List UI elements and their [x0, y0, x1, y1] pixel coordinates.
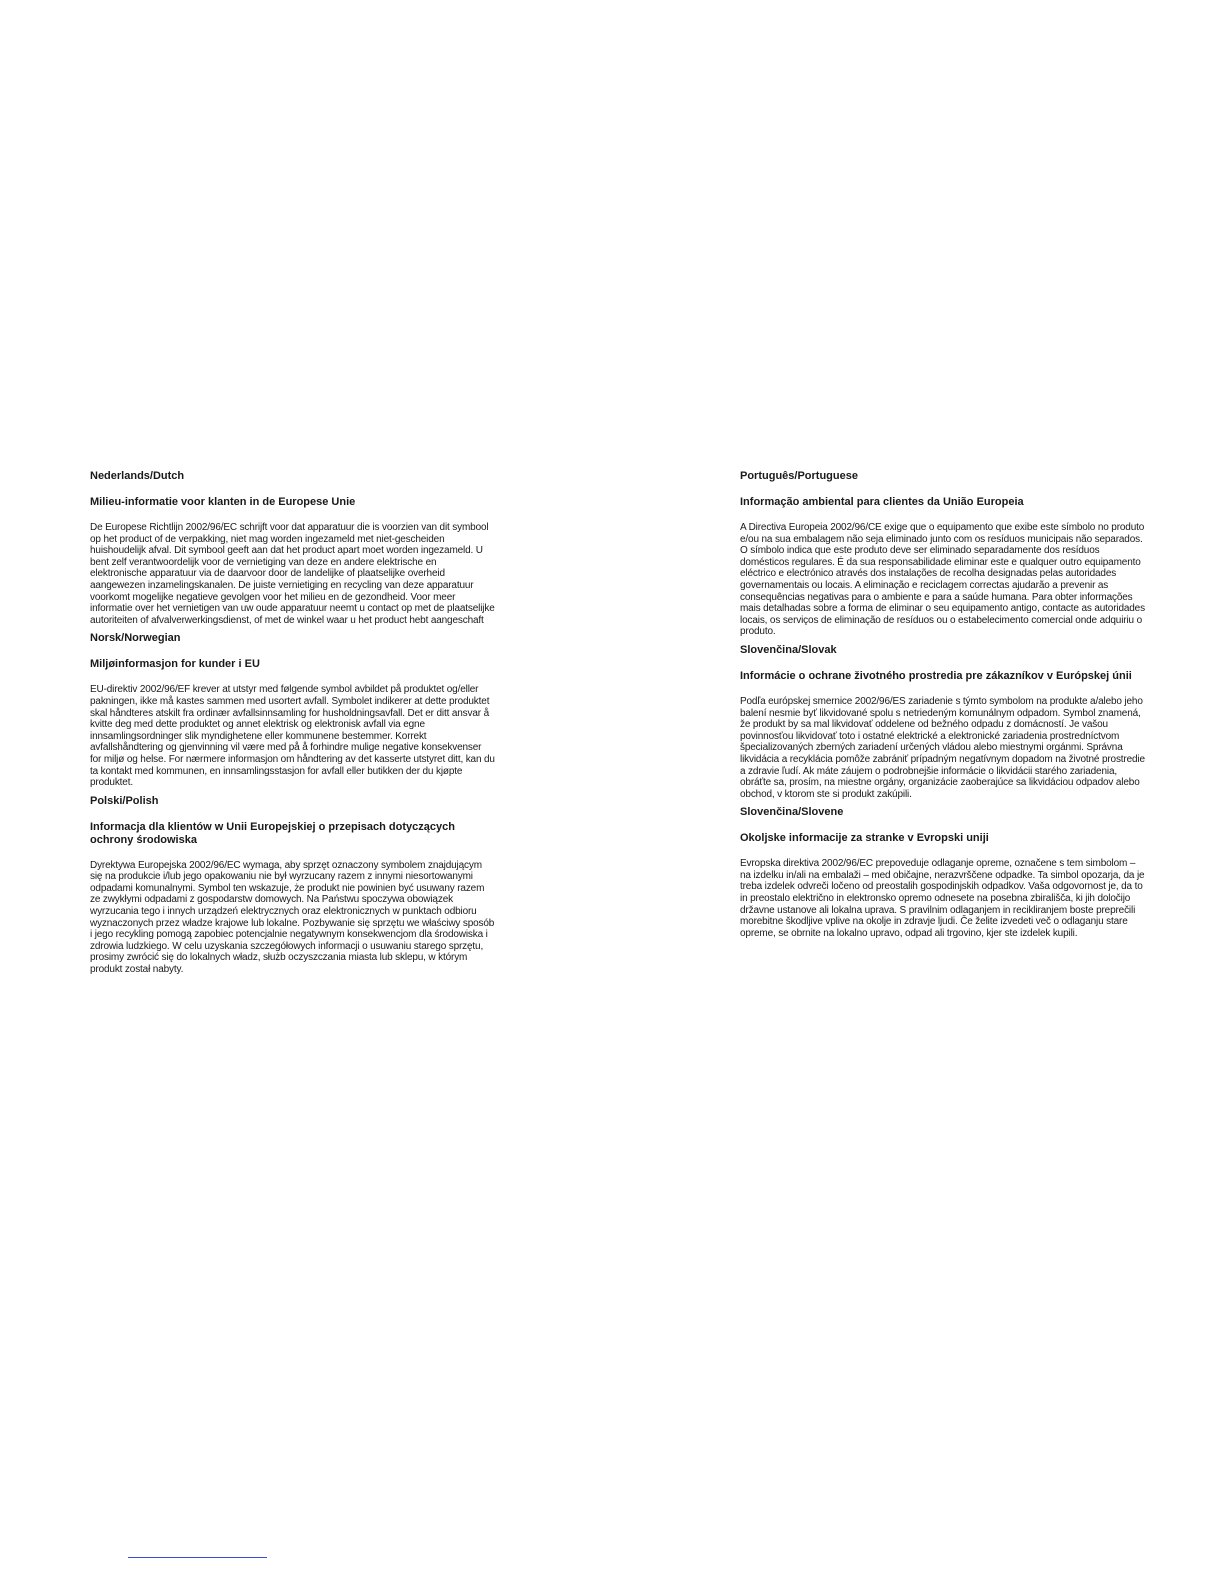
- footnote-separator-line: [128, 1557, 267, 1558]
- section-heading: Milieu-informatie voor klanten in de Europese Unie: [90, 496, 356, 508]
- section-body: A Directiva Europeia 2002/96/CE exige que o equipamento que exibe este símbolo no produto e/ou na sua embalagem não seja eliminado junto com os resíduos municipais não separados. O símbolo indica que este produto deve ser eliminado separadamente dos resíduos domésticos regulares. É da sua responsabilidade eliminar este e qualquer outro equipamento eléctrico e electrónico através dos instalações de recolha designadas pelas autoridades governamentais ou locais. A eliminação e reciclagem correctas ajudarão a prevenir as consequências negativas para o ambiente e para a saúde humana. Para obter informações mais detalhadas sobre a forma de eliminar o seu equipamento antigo, contacte as autoridades locais, os serviços de eliminação de resíduos ou o estabelecimento comercial onde adquiriu o produto.: [740, 522, 1145, 638]
- left-column: [90, 470, 495, 982]
- language-label: Slovenčina/Slovak: [740, 643, 837, 656]
- section-portuguese: [740, 470, 1145, 638]
- section-body: De Europese Richtlijn 2002/96/EC schrijft voor dat apparatuur die is voorzien van dit symbool op het product of de verpakking, niet mag worden ingezameld met niet-gescheiden huishoudelijk afval. Dit symbool geeft aan dat het product apart moet worden ingezameld. U bent zelf verantwoordelijk voor de vernietiging van deze en andere elektrische en elektronische apparatuur via de daarvoor door de landelijke of plaatselijke overheid aangewezen inzamelingskanalen. De juiste vernietiging en recycling van deze apparatuur voorkomt mogelijke negatieve gevolgen voor het milieu en de gezondheid. Voor meer informatie over het vernietigen van uw oude apparatuur neemt u contact op met de plaatselijke autoriteiten of afvalverwerkingsdienst, of met de winkel waar u het product hebt aangeschaft: [90, 522, 495, 626]
- language-label: Nederlands/Dutch: [90, 470, 185, 482]
- right-column: [740, 470, 1145, 945]
- section-heading: Informácie o ochrane životného prostredia pre zákazníkov v Európskej únii: [740, 669, 1132, 682]
- language-label: Polski/Polish: [90, 794, 159, 807]
- section-body: Evropska direktiva 2002/96/EC prepoveduje odlaganje opreme, označene s tem simbolom – na izdelku in/ali na embalaži – med običajne, nerazvrščene odpadke. Ta simbol opozarja, da je treba izdelek odvreči ločeno od preostalih gospodinjskih odpadkov. Vaša odgovornost je, da to in preostalo električno in elektronsko opremo odnesete na posebna zbirališča, ki jih določijo državne ustanove ali lokalna uprava. S pravilnim odlaganjem in recikliranjem boste preprečili morebitne škodljive vplive na okolje in zdravje ljudi. Če želite izvedeti več o odlaganju stare opreme, se obrnite na lokalno upravo, odpad ali trgovino, kjer ste izdelek kupili.: [740, 858, 1145, 939]
- language-label: Português/Portuguese: [740, 470, 858, 482]
- section-norwegian: [90, 632, 495, 788]
- section-body: EU-direktiv 2002/96/EF krever at utstyr med følgende symbol avbildet på produktet og/eller pakningen, ikke må kastes sammen med usortert avfall. Symbolet indikerer at dette produktet skal håndteres atskilt fra ordinær avfallsinnsamling for husholdningsavfall. Det er ditt ansvar å kvitte deg med dette produktet og annet elektrisk og elektronisk avfall via egne innsamlingsordninger slik myndighetene eller kommunene bestemmer. Korrekt avfallshåndtering og gjenvinning vil være med på å forhindre mulige negative konsekvenser for miljø og helse. For nærmere informasjon om håndtering av det kasserte utstyret ditt, kan du ta kontakt med kommunen, en innsamlingsstasjon for avfall eller butikken der du kjøpte produktet.: [90, 684, 495, 789]
- section-slovene: [740, 806, 1145, 939]
- section-body: Podľa európskej smernice 2002/96/ES zariadenie s týmto symbolom na produkte a/alebo jeho balení nesmie byť likvidované spolu s netriedeným komunálnym odpadom. Symbol znamená, že produkt by sa mal likvidovať oddelene od bežného odpadu z domácností. Je vašou povinnosťou likvidovať toto i ostatné elektrické a elektronické zariadenia prostredníctvom špecializovaných zberných zariadení určených vládou alebo miestnymi orgánmi. Správna likvidácia a recyklácia pomôže zabrániť prípadným negatívnym dopadom na životné prostredie a zdravie ľudí. Ak máte záujem o podrobnejšie informácie o likvidácii starého zariadenia, obráťte sa, prosím, na miestne orgány, organizácie zaoberajúce sa likvidáciou odpadov alebo obchod, v ktorom ste si produkt zakúpili.: [740, 695, 1145, 800]
- language-label: Norsk/Norwegian: [90, 632, 181, 645]
- section-heading: Informacja dla klientów w Unii Europejskiej o przepisach dotyczących ochrony środowiska: [90, 820, 455, 846]
- section-dutch: [90, 470, 495, 626]
- section-polish: [90, 795, 495, 976]
- section-heading: Miljøinformasjon for kunder i EU: [90, 658, 260, 671]
- section-body: Dyrektywa Europejska 2002/96/EC wymaga, aby sprzęt oznaczony symbolem znajdującym się na produkcie i/lub jego opakowaniu nie był wyrzucany razem z innymi niesortowanymi odpadami komunalnymi. Symbol ten wskazuje, że produkt nie powinien być usuwany razem ze zwykłymi odpadami z gospodarstw domowych. Na Państwu spoczywa obowiązek wyrzucania tego i innych urządzeń elektrycznych oraz elektronicznych w punktach odbioru wyznaczonych przez władze krajowe lub lokalne. Pozbywanie się sprzętu we właściwy sposób i jego recykling pomogą zapobiec potencjalnie negatywnym konsekwencjom dla środowiska i zdrowia ludzkiego. W celu uzyskania szczegółowych informacji o usuwaniu starego sprzętu, prosimy zwrócić się do lokalnych władz, służb oczyszczania miasta lub sklepu, w którym produkt został nabyty.: [90, 859, 495, 976]
- language-label: Slovenčina/Slovene: [740, 806, 844, 819]
- section-heading: Informação ambiental para clientes da União Europeia: [740, 496, 1024, 508]
- section-heading: Okoljske informacije za stranke v Evropski uniji: [740, 832, 989, 845]
- section-slovak: [740, 644, 1145, 800]
